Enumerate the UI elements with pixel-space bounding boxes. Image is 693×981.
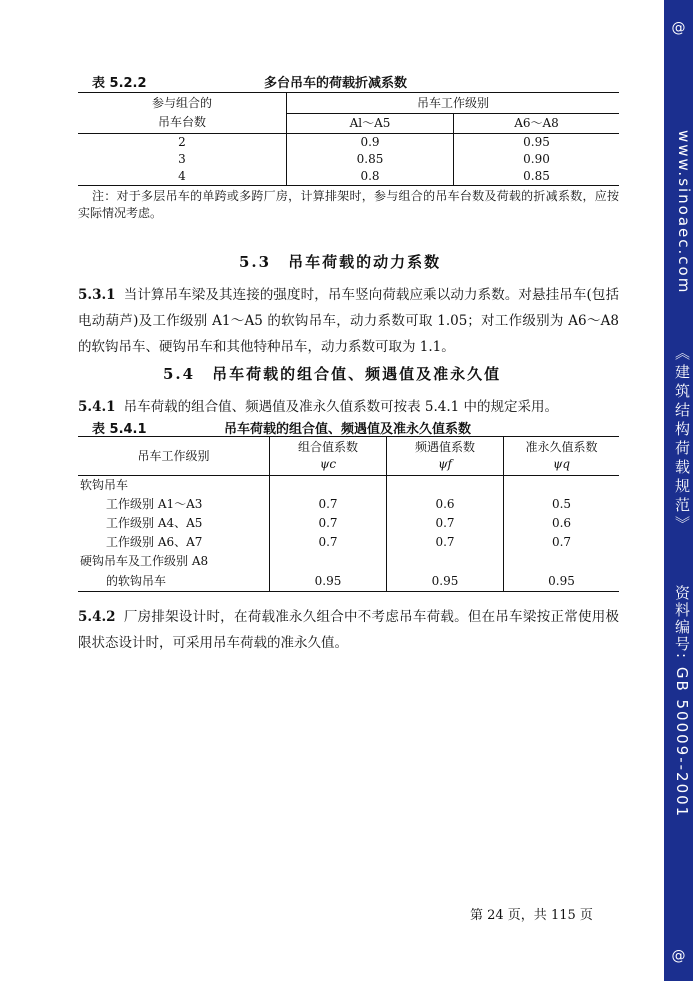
cell-quasi-permanent: 0.95 <box>548 573 575 588</box>
cell-a1-a5: 0.85 <box>287 151 454 168</box>
section-53-heading: 5.3 吊车荷载的动力系数 <box>239 253 442 271</box>
cell-level: 工作级别 A6、A7 <box>78 533 270 552</box>
cell-combination: 0.7 <box>270 495 387 514</box>
header-a1-a5: Al～A5 <box>287 114 454 134</box>
cell-count: 3 <box>78 151 287 168</box>
cell-combination: 0.95 <box>270 571 387 592</box>
cell-a6-a8: 0.90 <box>523 152 550 166</box>
soft-hook-group-label: 软钩吊车 <box>78 476 270 496</box>
table-row <box>78 168 619 186</box>
paragraph-531-number: 5.3.1 <box>78 287 116 303</box>
cell-a6-a8: 0.95 <box>523 135 550 149</box>
cell-a1-a5: 0.9 <box>287 134 454 152</box>
paragraph-541-number: 5.4.1 <box>78 399 116 415</box>
page-number: 第 24 页，共 115 页 <box>470 908 593 923</box>
header-frequent-symbol: ψf <box>438 457 452 471</box>
table-row <box>78 514 619 533</box>
table-row <box>78 552 619 571</box>
table-541-title: 吊车荷载的组合值、频遇值及准永久值系数 <box>224 422 472 437</box>
header-frequent <box>387 437 504 476</box>
cell-count: 2 <box>78 134 287 152</box>
header-crane-count-line1: 参与组合的 <box>151 96 212 110</box>
book-title: 《建筑结构荷载规范》 <box>673 345 691 535</box>
table-522-number: 表 5.2.2 <box>92 76 147 91</box>
at-icon-bottom: @ <box>671 948 686 964</box>
paragraph-531 <box>78 282 619 360</box>
header-frequent-label: 频遇值系数 <box>414 440 475 454</box>
sidebar-banner <box>664 0 693 981</box>
table-522-title: 多台吊车的荷载折减系数 <box>264 76 408 91</box>
cell-count: 4 <box>78 168 287 186</box>
website-url: www.sinoaec.com <box>675 130 693 295</box>
paragraph-541-text: 吊车荷载的组合值、频遇值及准永久值系数可按表 5.4.1 中的规定采用。 <box>123 399 559 415</box>
table-522-note: 注：对于多层吊车的单跨或多跨厂房，计算排架时，参与组合的吊车台数及荷载的折减系数，应按实际情况考虑。 <box>78 189 619 220</box>
paragraph-531-text: 当计算吊车梁及其连接的强度时，吊车竖向荷载应乘以动力系数。对悬挂吊车(包括电动葫芦)及工作级别 A1～A5 的软钩吊车，动力系数可取 1.05；对工作级别为 A6～A8 的软钩吊车、硬钩吊车和其他特种吊车，动力系数可取为 1.1。 <box>78 287 619 355</box>
cell-a1-a5: 0.8 <box>287 168 454 186</box>
paragraph-542 <box>78 604 619 656</box>
cell-quasi-permanent: 0.6 <box>551 516 572 530</box>
header-quasi-permanent-symbol: ψq <box>552 457 571 471</box>
header-crane-count-line2: 吊车台数 <box>157 115 206 129</box>
table-row <box>78 495 619 514</box>
header-combination-label: 组合值系数 <box>297 440 358 454</box>
header-a6-a8: A6～A8 <box>454 114 620 134</box>
table-row <box>78 571 619 592</box>
cell-combination: 0.7 <box>270 514 387 533</box>
table-541 <box>78 436 619 592</box>
header-quasi-permanent-label: 准永久值系数 <box>525 440 598 454</box>
paragraph-542-number: 5.4.2 <box>78 609 116 625</box>
header-combination-symbol: ψc <box>319 457 337 471</box>
table-row <box>78 134 619 152</box>
header-work-level: 吊车工作级别 <box>78 437 270 476</box>
paragraph-542-text: 厂房排架设计时，在荷载准永久组合中不考虑吊车荷载。但在吊车梁按正常使用极限状态设计时，可采用吊车荷载的准永久值。 <box>78 609 619 651</box>
cell-combination: 0.7 <box>270 533 387 552</box>
table-522 <box>78 92 619 186</box>
header-crane-count <box>78 93 287 134</box>
cell-quasi-permanent: 0.7 <box>551 535 572 549</box>
table-541-number: 表 5.4.1 <box>92 422 147 437</box>
doc-code: 资料编号: GB 50009--2001 <box>673 585 691 819</box>
cell-frequent: 0.6 <box>387 495 504 514</box>
cell-frequent: 0.7 <box>387 533 504 552</box>
hard-hook-group-label: 硬钩吊车及工作级别 A8 <box>78 552 270 571</box>
header-combination <box>270 437 387 476</box>
table-row <box>78 151 619 168</box>
section-54-heading: 5.4 吊车荷载的组合值、频遇值及准永久值 <box>163 365 502 383</box>
at-icon: @ <box>671 20 686 36</box>
table-row <box>78 533 619 552</box>
cell-level: 的软钩吊车 <box>78 571 270 592</box>
header-work-level: 吊车工作级别 <box>287 93 620 114</box>
paragraph-541 <box>78 394 619 420</box>
cell-quasi-permanent: 0.5 <box>551 497 572 511</box>
header-quasi-permanent <box>504 437 620 476</box>
cell-frequent: 0.95 <box>387 571 504 592</box>
cell-level: 工作级别 A4、A5 <box>78 514 270 533</box>
cell-a6-a8: 0.85 <box>523 169 550 183</box>
cell-level: 工作级别 A1～A3 <box>78 495 270 514</box>
table-row <box>78 476 619 496</box>
cell-frequent: 0.7 <box>387 514 504 533</box>
